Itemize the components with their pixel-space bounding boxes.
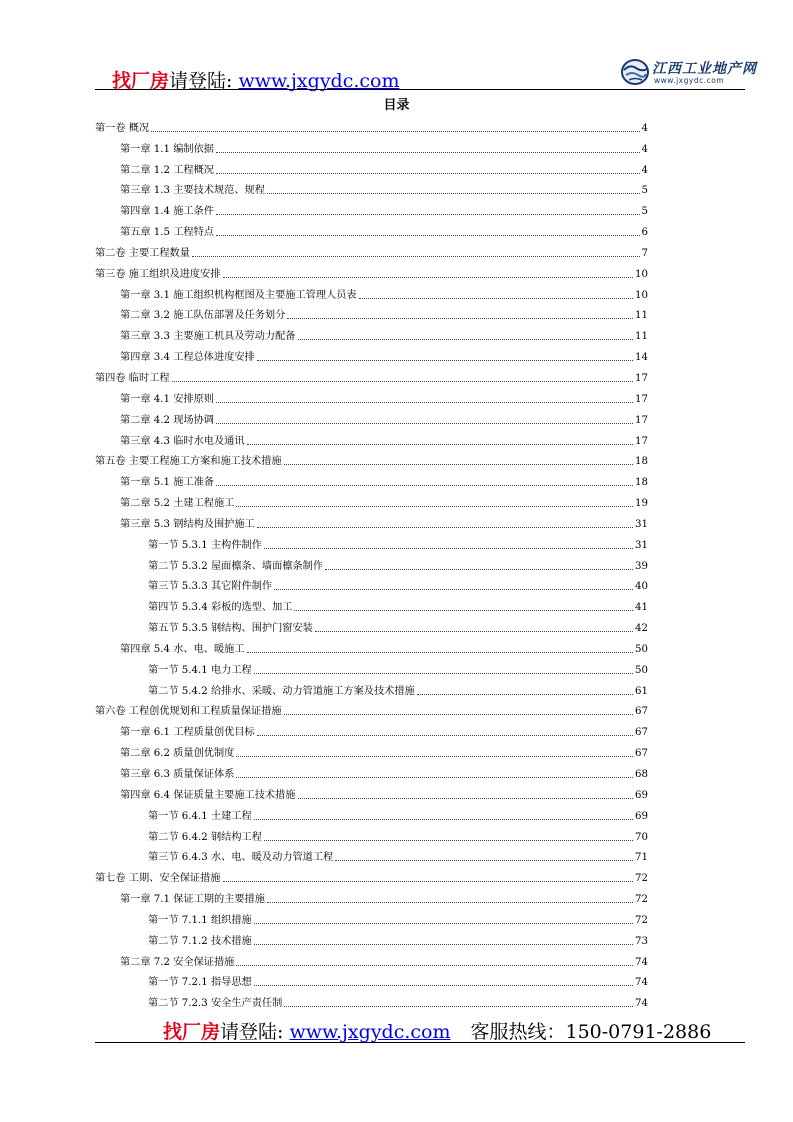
toc-entry-label: 第四章 3.4 工程总体进度安排 (120, 352, 255, 364)
toc-entry-label: 第三卷 施工组织及进度安排 (95, 268, 221, 280)
brand-name: 找厂房 (112, 70, 170, 92)
toc-leader-dots (284, 464, 633, 465)
toc-leader-dots (216, 173, 640, 174)
toc-entry[interactable] (95, 635, 648, 656)
toc-leader-dots (284, 714, 633, 715)
toc-entry-page: 67 (635, 727, 648, 739)
toc-entry-page: 50 (635, 664, 648, 676)
toc-entry-page: 67 (635, 748, 648, 760)
toc-entry-label: 第二章 7.2 安全保证措施 (120, 956, 235, 968)
toc-entry-label: 第四章 1.4 施工条件 (120, 206, 214, 218)
toc-entry-label: 第二章 6.2 质量创优制度 (120, 748, 235, 760)
toc-leader-dots (274, 589, 633, 590)
toc-leader-dots (284, 1006, 633, 1007)
toc-leader-dots (151, 131, 639, 132)
toc-entry-label: 第七卷 工期、安全保证措施 (95, 873, 221, 885)
toc-entry[interactable] (95, 197, 648, 218)
toc-entry-page: 4 (641, 122, 648, 134)
toc-leader-dots (216, 214, 640, 215)
toc-entry-page: 74 (635, 977, 648, 989)
toc-leader-dots (294, 610, 633, 611)
toc-entry-label: 第一卷 概况 (95, 122, 150, 134)
header-divider (95, 89, 745, 90)
toc-entry-page: 17 (635, 372, 648, 384)
page-footer (163, 1017, 711, 1044)
toc-entry-label: 第四章 6.4 保证质量主要施工技术措施 (120, 789, 296, 801)
toc-entry-page: 10 (635, 268, 648, 280)
toc-leader-dots (216, 235, 640, 236)
toc-entry-page: 72 (635, 894, 648, 906)
toc-entry-page: 10 (635, 289, 648, 301)
toc-entry[interactable] (95, 260, 648, 281)
toc-entry[interactable] (95, 718, 648, 739)
toc-entry[interactable] (95, 510, 648, 531)
toc-entry-page: 19 (635, 498, 648, 510)
toc-leader-dots (254, 819, 633, 820)
toc-entry-page: 69 (635, 810, 648, 822)
toc-entry-label: 第一章 1.1 编制依据 (120, 143, 214, 155)
toc-entry-page: 69 (635, 789, 648, 801)
toc-leader-dots (236, 965, 633, 966)
toc-entry-label: 第一章 7.1 保证工期的主要措施 (120, 894, 265, 906)
toc-leader-dots (247, 652, 633, 653)
toc-entry-page: 17 (635, 393, 648, 405)
toc-entry-page: 18 (635, 477, 648, 489)
toc-entry[interactable] (95, 448, 648, 469)
toc-entry[interactable] (95, 343, 648, 364)
toc-entry-label: 第一章 6.1 工程质量创优目标 (120, 727, 255, 739)
toc-entry-page: 31 (635, 518, 648, 530)
toc-entry[interactable] (95, 989, 648, 1010)
toc-entry[interactable] (95, 114, 648, 135)
toc-entry-page: 4 (641, 164, 648, 176)
toc-entry-page: 72 (635, 914, 648, 926)
toc-entry[interactable] (95, 218, 648, 239)
toc-entry-label: 第一章 3.1 施工组织机构框图及主要施工管理人员表 (120, 289, 357, 301)
toc-entry-page: 17 (635, 414, 648, 426)
toc-entry[interactable] (95, 698, 648, 719)
toc-entry[interactable] (95, 468, 648, 489)
toc-entry[interactable] (95, 135, 648, 156)
toc-entry-page: 14 (635, 352, 648, 364)
toc-entry-label: 第二节 7.2.3 安全生产责任制 (148, 998, 283, 1010)
toc-entry-label: 第二章 5.2 土建工程施工 (120, 498, 235, 510)
toc-entry-label: 第二节 7.1.2 技术措施 (148, 935, 252, 947)
toc-entry[interactable] (95, 823, 648, 844)
toc-entry-page: 68 (635, 769, 648, 780)
toc-entry-label: 第二卷 主要工程数量 (95, 247, 190, 259)
toc-entry-label: 第一节 7.2.1 指导思想 (148, 977, 252, 989)
toc-leader-dots (335, 860, 633, 861)
toc-entry-page: 6 (641, 227, 648, 239)
toc-leader-dots (216, 423, 633, 424)
toc-leader-dots (254, 944, 633, 945)
toc-entry[interactable] (95, 656, 648, 677)
toc-leader-dots (257, 527, 633, 528)
toc-entry[interactable] (95, 885, 648, 906)
toc-entry[interactable] (95, 322, 648, 343)
login-prompt: 请登陆: (169, 70, 239, 92)
toc-leader-dots (264, 548, 633, 549)
toc-entry[interactable] (95, 552, 648, 573)
toc-entry-page: 61 (635, 685, 648, 697)
toc-leader-dots (298, 339, 634, 340)
toc-leader-dots (325, 569, 633, 570)
toc-entry-page: 70 (635, 831, 648, 843)
toc-entry[interactable] (95, 156, 648, 177)
toc-entry-label: 第四卷 临时工程 (95, 372, 170, 384)
toc-leader-dots (287, 318, 633, 319)
toc-leader-dots (236, 777, 633, 778)
footer-divider (95, 1042, 745, 1043)
site-link[interactable]: www.jxgydc.com (238, 70, 400, 92)
toc-entry-page: 71 (635, 852, 648, 864)
toc-leader-dots (192, 256, 640, 257)
toc-leader-dots (267, 193, 640, 194)
toc-entry-label: 第三章 1.3 主要技术规范、规程 (120, 185, 265, 197)
toc-entry[interactable] (95, 906, 648, 927)
toc-leader-dots (216, 152, 640, 153)
toc-entry[interactable] (95, 614, 648, 635)
toc-entry-label: 第一节 5.4.1 电力工程 (148, 664, 252, 676)
toc-leader-dots (267, 902, 633, 903)
toc-entry-label: 第一节 5.3.1 主构件制作 (148, 539, 262, 551)
toc-entry-label: 第二节 6.4.2 钢结构工程 (148, 831, 262, 843)
toc-entry-page: 67 (635, 706, 648, 718)
toc-entry-page: 42 (635, 623, 648, 635)
toc-entry-page: 50 (635, 643, 648, 655)
toc-entry-label: 第三章 3.3 主要施工机具及劳动力配备 (120, 331, 296, 343)
toc-entry[interactable] (95, 948, 648, 969)
toc-entry-label: 第六卷 工程创优规划和工程质量保证措施 (95, 706, 282, 718)
toc-leader-dots (216, 402, 633, 403)
toc-entry[interactable] (95, 864, 648, 885)
toc-entry-page: 40 (635, 581, 648, 593)
toc-leader-dots (223, 277, 634, 278)
toc-leader-dots (254, 673, 633, 674)
table-of-contents (95, 114, 648, 1010)
toc-entry-page: 72 (635, 873, 648, 885)
toc-leader-dots (254, 923, 633, 924)
toc-entry[interactable] (95, 927, 648, 948)
toc-entry-page: 5 (641, 206, 648, 218)
toc-leader-dots (298, 798, 634, 799)
toc-entry[interactable] (95, 677, 648, 698)
site-logo[interactable] (620, 58, 757, 88)
toc-entry-label: 第二节 5.4.2 给排水、采暖、动力管道施工方案及技术措施 (148, 685, 415, 697)
toc-entry-page: 17 (635, 435, 648, 447)
toc-entry-label: 第三节 5.3.3 其它附件制作 (148, 581, 273, 593)
toc-entry-label: 第五章 1.5 工程特点 (120, 227, 214, 239)
toc-entry-label: 第三节 6.4.3 水、电、暖及动力管道工程 (148, 852, 334, 864)
toc-entry[interactable] (95, 760, 648, 781)
toc-entry[interactable] (95, 489, 648, 510)
toc-entry[interactable] (95, 281, 648, 302)
toc-leader-dots (417, 694, 633, 695)
toc-entry-page: 31 (635, 539, 648, 551)
toc-leader-dots (257, 360, 633, 361)
toc-leader-dots (254, 985, 633, 986)
toc-entry-label: 第五卷 主要工程施工方案和施工技术措施 (95, 456, 282, 468)
globe-icon (620, 58, 650, 86)
toc-entry-page: 74 (635, 998, 648, 1010)
toc-entry-label: 第二章 4.2 现场协调 (120, 414, 214, 426)
toc-entry-label: 第三章 4.3 临时水电及通讯 (120, 435, 245, 447)
toc-entry[interactable] (95, 781, 648, 802)
toc-entry-page: 74 (635, 956, 648, 968)
toc-entry[interactable] (95, 531, 648, 552)
toc-entry[interactable] (95, 364, 648, 385)
logo-url: www.jxgydc.com (654, 76, 725, 85)
toc-entry-page: 5 (641, 185, 648, 197)
toc-entry-label: 第三章 5.3 钢结构及围护施工 (120, 518, 255, 530)
toc-entry[interactable] (95, 969, 648, 990)
service-hotline: 客服热线：150-0791-2886 (470, 1021, 712, 1043)
toc-entry-label: 第二章 1.2 工程概况 (120, 164, 214, 176)
toc-entry-page: 7 (641, 247, 648, 259)
footer-brand: 找厂房 (163, 1021, 221, 1043)
toc-entry-label: 第二节 5.3.2 屋面檩条、墙面檩条制作 (148, 560, 324, 572)
toc-entry-label: 第一节 7.1.1 组织措施 (148, 914, 252, 926)
toc-leader-dots (172, 381, 633, 382)
toc-entry[interactable] (95, 573, 648, 594)
toc-leader-dots (359, 298, 633, 299)
footer-login-prompt: 请登陆: (220, 1021, 290, 1043)
toc-entry-label: 第五节 5.3.5 钢结构、围护门窗安装 (148, 623, 313, 635)
toc-leader-dots (264, 840, 633, 841)
toc-entry[interactable] (95, 844, 648, 865)
toc-leader-dots (223, 881, 634, 882)
toc-entry-label: 第四节 5.3.4 彩板的选型、加工 (148, 602, 293, 614)
toc-entry[interactable] (95, 593, 648, 614)
toc-entry-page: 41 (635, 602, 648, 614)
toc-entry[interactable] (95, 302, 648, 323)
toc-leader-dots (247, 444, 633, 445)
toc-title: 目录 (383, 98, 410, 113)
toc-entry-label: 第一节 6.4.1 土建工程 (148, 810, 252, 822)
toc-entry-page: 18 (635, 456, 648, 468)
toc-entry[interactable] (95, 802, 648, 823)
toc-entry[interactable] (95, 239, 648, 260)
toc-leader-dots (216, 485, 633, 486)
toc-entry-label: 第四章 5.4 水、电、暖施工 (120, 643, 245, 655)
toc-entry-label: 第一章 5.1 施工准备 (120, 477, 214, 489)
toc-entry[interactable] (95, 739, 648, 760)
toc-entry-page: 4 (641, 143, 648, 155)
logo-name: 江西工业地产网 (652, 61, 757, 77)
toc-leader-dots (236, 506, 633, 507)
toc-entry-page: 11 (635, 331, 648, 343)
toc-entry-page: 73 (635, 935, 648, 947)
toc-entry[interactable] (95, 385, 648, 406)
toc-entry[interactable] (95, 427, 648, 448)
toc-entry[interactable] (95, 177, 648, 198)
toc-entry-label: 第三章 6.3 质量保证体系 (120, 769, 235, 780)
toc-entry-label: 第二章 3.2 施工队伍部署及任务划分 (120, 310, 286, 322)
toc-leader-dots (236, 756, 633, 757)
toc-entry-page: 39 (635, 560, 648, 572)
toc-entry[interactable] (95, 406, 648, 427)
toc-entry-label: 第一章 4.1 安排原则 (120, 393, 214, 405)
toc-leader-dots (315, 631, 633, 632)
footer-site-link[interactable]: www.jxgydc.com (289, 1021, 451, 1043)
toc-leader-dots (257, 735, 633, 736)
toc-entry-page: 11 (635, 310, 648, 322)
